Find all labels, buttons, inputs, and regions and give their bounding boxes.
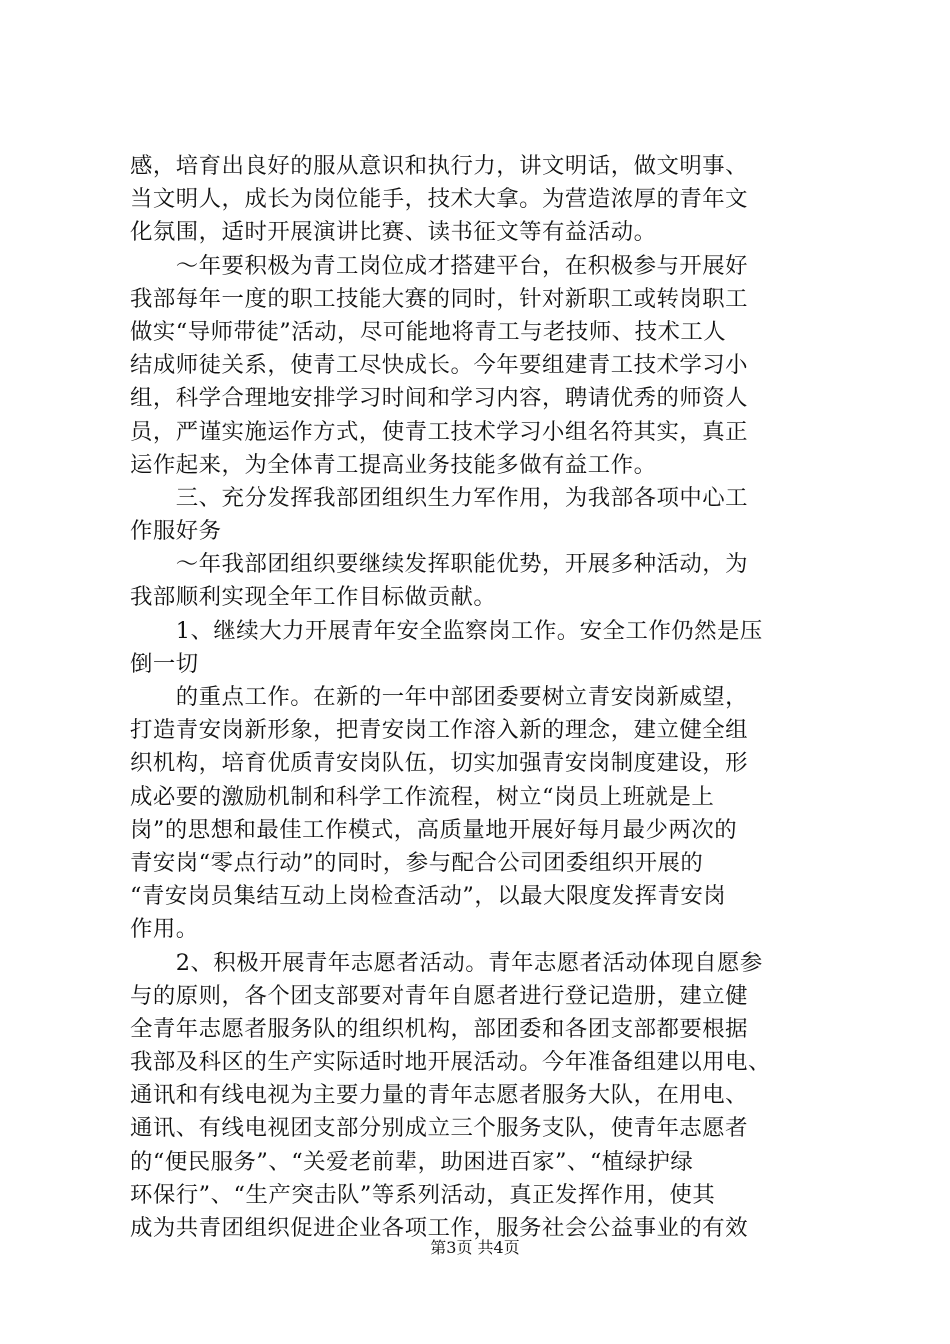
page-footer	[0, 1238, 950, 1258]
text-line: 的重点工作。在新的一年中部团委要树立青安岗新威望，	[130, 684, 749, 710]
text-line: 做实“导师带徒”活动，尽可能地将青工与老技师、技术工人	[130, 318, 727, 345]
text-line: ～年要积极为青工岗位成才搭建平台，在积极参与开展好	[130, 252, 749, 279]
text-line: 通讯和有线电视为主要力量的青年志愿者服务大队，在用电、	[130, 1082, 749, 1109]
text-line: 1、继续大力开展青年安全监察岗工作。安全工作仍然是压	[130, 617, 763, 644]
text-line: 织机构，培育优质青安岗队伍，切实加强青安岗制度建设，形	[130, 750, 749, 777]
text-line: 成必要的激励机制和科学工作流程，树立“岗员上班就是上	[130, 783, 715, 810]
text-line: 我部每年一度的职工技能大赛的同时，针对新职工或转岗职工	[130, 285, 749, 312]
text-line: 的“便民服务”、“关爱老前辈，助困进百家”、“植绿护绿	[130, 1148, 694, 1175]
text-line: 成为共青团组织促进企业各项工作，服务社会公益事业的有效	[130, 1215, 749, 1241]
text-line: 环保行”、“生产突击队”等系列活动，真正发挥作用，使其	[130, 1181, 716, 1208]
text-line: 当文明人，成长为岗位能手，技术大拿。为营造浓厚的青年文	[130, 186, 749, 213]
text-line: 感，培育出良好的服从意识和执行力，讲文明话，做文明事、	[130, 153, 749, 179]
text-line: 全青年志愿者服务队的组织机构，部团委和各团支部都要根据	[130, 1015, 749, 1042]
text-line: 结成师徒关系，使青工尽快成长。今年要组建青工技术学习小	[130, 352, 749, 379]
text-line: ～年我部团组织要继续发挥职能优势，开展多种活动，为	[130, 551, 749, 578]
text-line: 打造青安岗新形象，把青安岗工作溶入新的理念，建立健全组	[130, 717, 749, 744]
text-line: 三、充分发挥我部团组织生力军作用，为我部各项中心工	[130, 484, 749, 511]
text-line: 2、积极开展青年志愿者活动。青年志愿者活动体现自愿参	[130, 949, 763, 976]
page-number-indicator: 第3页 共4页	[430, 1238, 520, 1257]
text-line: 组，科学合理地安排学习时间和学习内容，聘请优秀的师资人	[130, 385, 749, 412]
text-line: 员，严谨实施运作方式，使青工技术学习小组名符其实，真正	[130, 418, 749, 445]
text-line: 运作起来，为全体青工提高业务技能多做有益工作。	[130, 451, 657, 478]
text-line: 化氛围，适时开展演讲比赛、读书征文等有益活动。	[130, 219, 657, 246]
text-line: 青安岗“零点行动”的同时，参与配合公司团委组织开展的	[130, 849, 704, 876]
text-line: 我部顺利实现全年工作目标做贡献。	[130, 584, 497, 611]
text-line: 我部及科区的生产实际适时地开展活动。今年准备组建以用电、	[130, 1049, 771, 1076]
text-line: 与的原则，各个团支部要对青年自愿者进行登记造册，建立健	[130, 982, 749, 1009]
text-line: 作服好务	[130, 518, 222, 545]
text-line: 倒一切	[130, 650, 199, 677]
text-line: 岗”的思想和最佳工作模式，高质量地开展好每月最少两次的	[130, 816, 738, 843]
text-line: “青安岗员集结互动上岗检查活动”，以最大限度发挥青安岗	[130, 883, 727, 910]
text-line: 作用。	[130, 916, 199, 943]
document-body	[130, 150, 830, 1245]
text-line: 通讯、有线电视团支部分别成立三个服务支队，使青年志愿者	[130, 1115, 749, 1142]
